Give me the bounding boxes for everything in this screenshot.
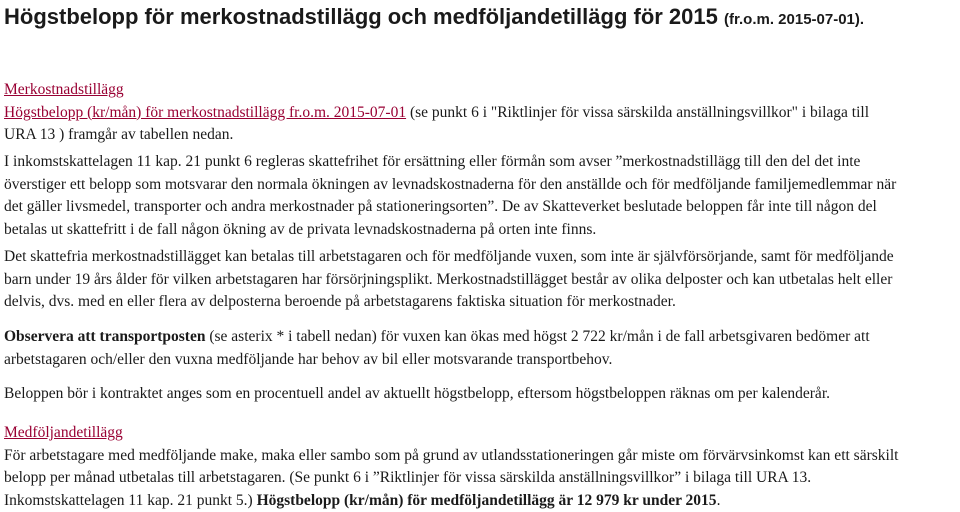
section1-text-line2: URA 13 ) framgår av tabellen nedan. [4,126,234,143]
medfoljandetillagg-heading-link[interactable]: Medföljandetillägg [4,424,123,441]
taxfree-line-3: delvis, dvs. med en eller flera av delposterna beroende på arbetstagarens faktiska situation för merkostnader. [4,293,676,310]
taxfree-line-1: Det skattefria merkostnadstillägget kan betalas till arbetstagaren och för medföljande vuxen, som inte är självförsörjande, samt för medföljande [4,248,894,265]
tax-line-2: överstiger ett belopp som motsvarar den normala ökningen av levnadskostnaderna för den anställde och för medföljande familjemedlemmar när [4,175,897,193]
contract-paragraph [4,383,956,406]
medfoljande-amount: Högstbelopp (kr/mån) för medföljandetillägg är 12 979 kr under 2015 [252,491,717,509]
title-date: (fr.o.m. 2015-07-01). [724,11,865,28]
section2-line-3-end: . [716,491,721,509]
transport-paragraph [4,326,956,371]
section2-line-1: För arbetstagare med medföljande make, maka eller sambo som på grund av utlandsstationeringen går miste om förvärvsinkomst kan ett särskilt [4,446,899,464]
section2-line-2: belopp per månad utbetalas till arbetstagaren. (Se punkt 6 i ”Riktlinjer för vissa särskilda anställningsvillkor” i bilaga till URA 13. [4,469,812,486]
merkostnadstillagg-heading-link[interactable]: Merkostnadstillägg [4,81,124,98]
tax-line-4: betalas ut skattefritt i de fall någon ökning av de privata levnadskostnaderna på orten inte finns. [4,220,597,238]
merkostnadstillagg-section [4,79,956,147]
taxfree-line-2: barn under 19 års ålder för vilken arbetstagaren har försörjningsplikt. Merkostnadstillägget består av olika delposter och kan utbetalas helt eller [4,270,893,288]
transport-bold-lead: Observera att transportposten [4,328,206,345]
hogstbelopp-link[interactable]: Högstbelopp (kr/mån) för merkostnadstillägg fr.o.m. 2015-07-01 [4,103,407,121]
tax-line-1: I inkomstskattelagen 11 kap. 21 punkt 6 regleras skattefrihet för ersättning eller förmån som avser ”merkostnadstillägg till den del det inte [4,153,861,170]
tax-line-3: det gäller livsmedel, transporter och andra merkostnader på stationeringsorten”. De av Skatteverket beslutade beloppen får inte till någon del [4,198,877,215]
tax-paragraph [4,151,956,241]
transport-line-1: (se asterix * i tabell nedan) för vuxen kan ökas med högst 2 722 kr/mån i de fall arbetsgivaren bedömer att [205,328,870,345]
section2-line-3: Inkomstskattelagen 11 kap. 21 punkt 5.) [4,491,253,509]
transport-line-2: arbetstagaren och/eller den vuxna medföljande har behov av bil eller motsvarande transportbehov. [4,350,613,368]
title-main: Högstbelopp för merkostnadstillägg och medföljandetillägg för 2015 [4,4,718,29]
page-title [4,4,864,33]
section1-text: (se punkt 6 i "Riktlinjer för vissa särskilda anställningsvillkor" i bilaga till [406,103,870,121]
contract-line-1: Beloppen bör i kontraktet anges som en procentuell andel av aktuellt högstbelopp, eftersom högstbeloppen räknas om per kalenderår. [4,385,830,402]
taxfree-paragraph [4,246,956,314]
